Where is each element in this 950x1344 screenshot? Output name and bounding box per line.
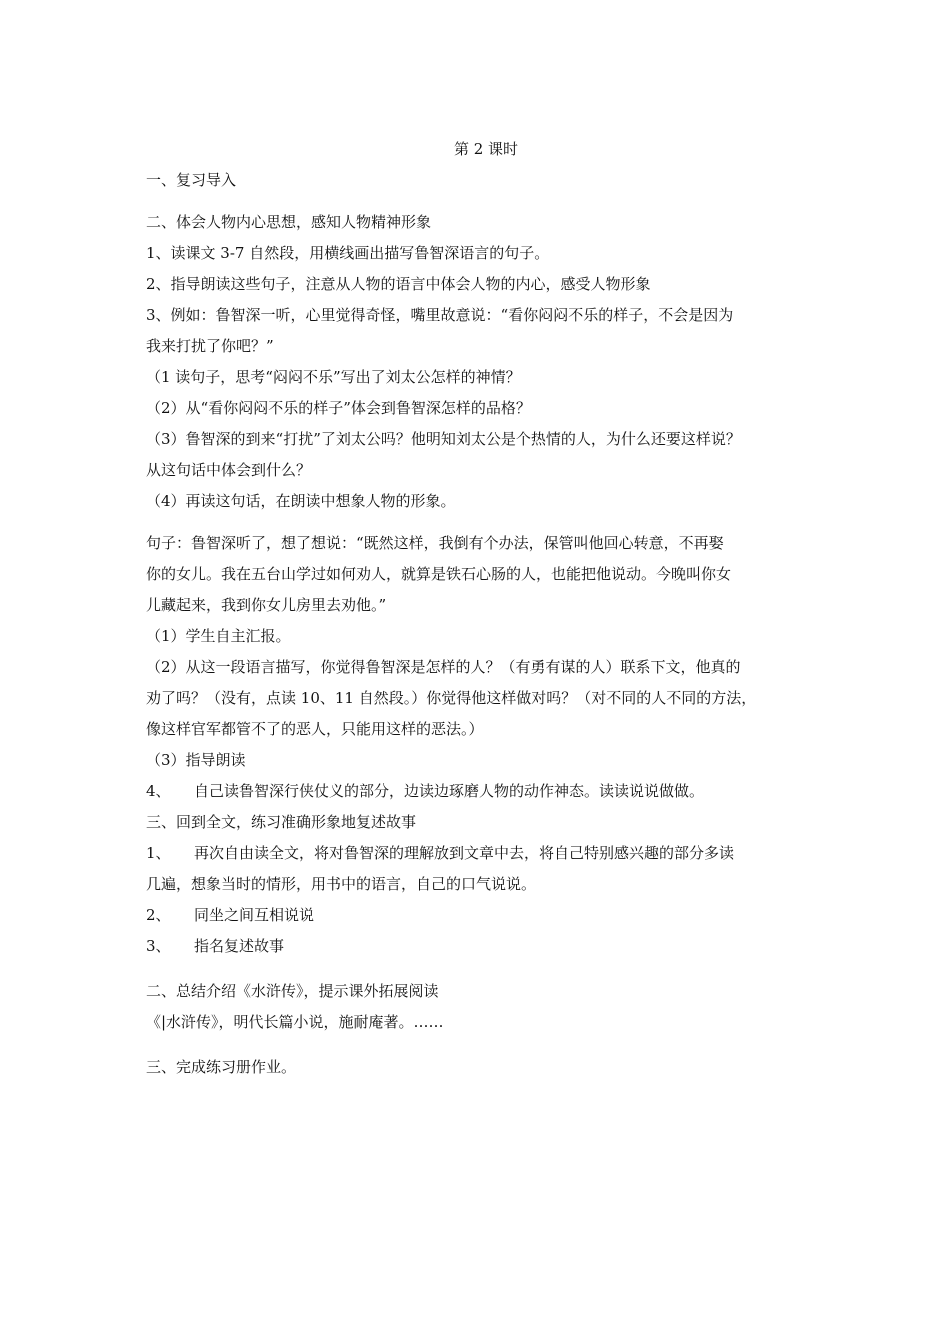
paragraph-line: 2、指导朗读这些句子，注意从人物的语言中体会人物的内心，感受人物形象: [146, 275, 651, 293]
numbered-item: [146, 900, 826, 931]
paragraph-line: 《|水浒传》，明代长篇小说，施耐庵著。……: [146, 1013, 444, 1031]
spacer: [146, 1038, 826, 1052]
sentence-line: 劝了吗？（没有，点读 10、11 自然段。）你觉得他这样做对吗？（对不同的人不同的方法，: [146, 689, 757, 707]
section-heading-character: 二、体会人物内心思想，感知人物精神形象: [146, 213, 432, 231]
paragraph-line: （2）从“看你闷闷不乐的样子”体会到鲁智深怎样的品格？: [146, 399, 531, 417]
item-number: 2、: [146, 906, 171, 924]
section-heading-summary: 二、总结介绍《水浒传》，提示课外拓展阅读: [146, 982, 439, 1000]
item-text: 指名复述故事: [194, 937, 285, 955]
item-text: 同坐之间互相说说: [194, 906, 315, 924]
spacer: [146, 196, 826, 207]
paragraph-line: 几遍，想象当时的情形，用书中的语言，自己的口气说说。: [146, 875, 537, 893]
paragraph-line: 我来打扰了你吧？”: [146, 337, 274, 355]
paragraph-line: （1 读句子，思考“闷闷不乐”写出了刘太公怎样的神情？: [146, 368, 521, 386]
paragraph-line: （3）鲁智深的到来“打扰”了刘太公吗？他明知刘太公是个热情的人，为什么还要这样说？: [146, 430, 741, 448]
item-number: 3、: [146, 937, 171, 955]
item-number: 1、: [146, 844, 171, 862]
paragraph-line: 3、例如：鲁智深一听，心里觉得奇怪，嘴里故意说：“看你闷闷不乐的样子，不会是因为: [146, 306, 734, 324]
numbered-item: [146, 931, 826, 962]
paragraph-line: （4）再读这句话，在朗读中想象人物的形象。: [146, 492, 456, 510]
item-text: 自己读鲁智深行侠仗义的部分，边读边琢磨人物的动作神态。读读说说做做。: [194, 782, 705, 800]
sentence-line: （3）指导朗读: [146, 751, 246, 769]
numbered-item: [146, 838, 826, 869]
section-heading-retell: 三、回到全文，练习准确形象地复述故事: [146, 813, 417, 831]
section-heading-review: 一、复习导入: [146, 171, 237, 189]
sentence-line: 句子：鲁智深听了，想了想说：“既然这样，我倒有个办法，保管叫他回心转意，不再娶: [146, 534, 724, 552]
item-text: 再次自由读全文，将对鲁智深的理解放到文章中去，将自己特别感兴趣的部分多读: [194, 844, 735, 862]
sentence-line: 你的女儿。我在五台山学过如何劝人，就算是铁石心肠的人，也能把他说动。今晚叫你女: [146, 565, 732, 583]
sentence-line: 儿藏起来，我到你女儿房里去劝他。”: [146, 596, 387, 614]
item-number: 4、: [146, 782, 171, 800]
sentence-line: （1）学生自主汇报。: [146, 627, 291, 645]
numbered-item: [146, 776, 826, 807]
sentence-line: 像这样官军都管不了的恶人，只能用这样的恶法。）: [146, 720, 484, 738]
spacer: [146, 517, 826, 528]
spacer: [146, 962, 826, 976]
document-page: [146, 134, 826, 1083]
paragraph-line: 1、读课文 3-7 自然段，用横线画出描写鲁智深语言的句子。: [146, 244, 550, 262]
section-heading-homework: 三、完成练习册作业。: [146, 1058, 297, 1076]
sentence-line: （2）从这一段语言描写，你觉得鲁智深是怎样的人？（有勇有谋的人）联系下文，他真的: [146, 658, 741, 676]
lesson-title: 第 2 课时: [453, 140, 519, 158]
paragraph-line: 从这句话中体会到什么？: [146, 461, 312, 479]
